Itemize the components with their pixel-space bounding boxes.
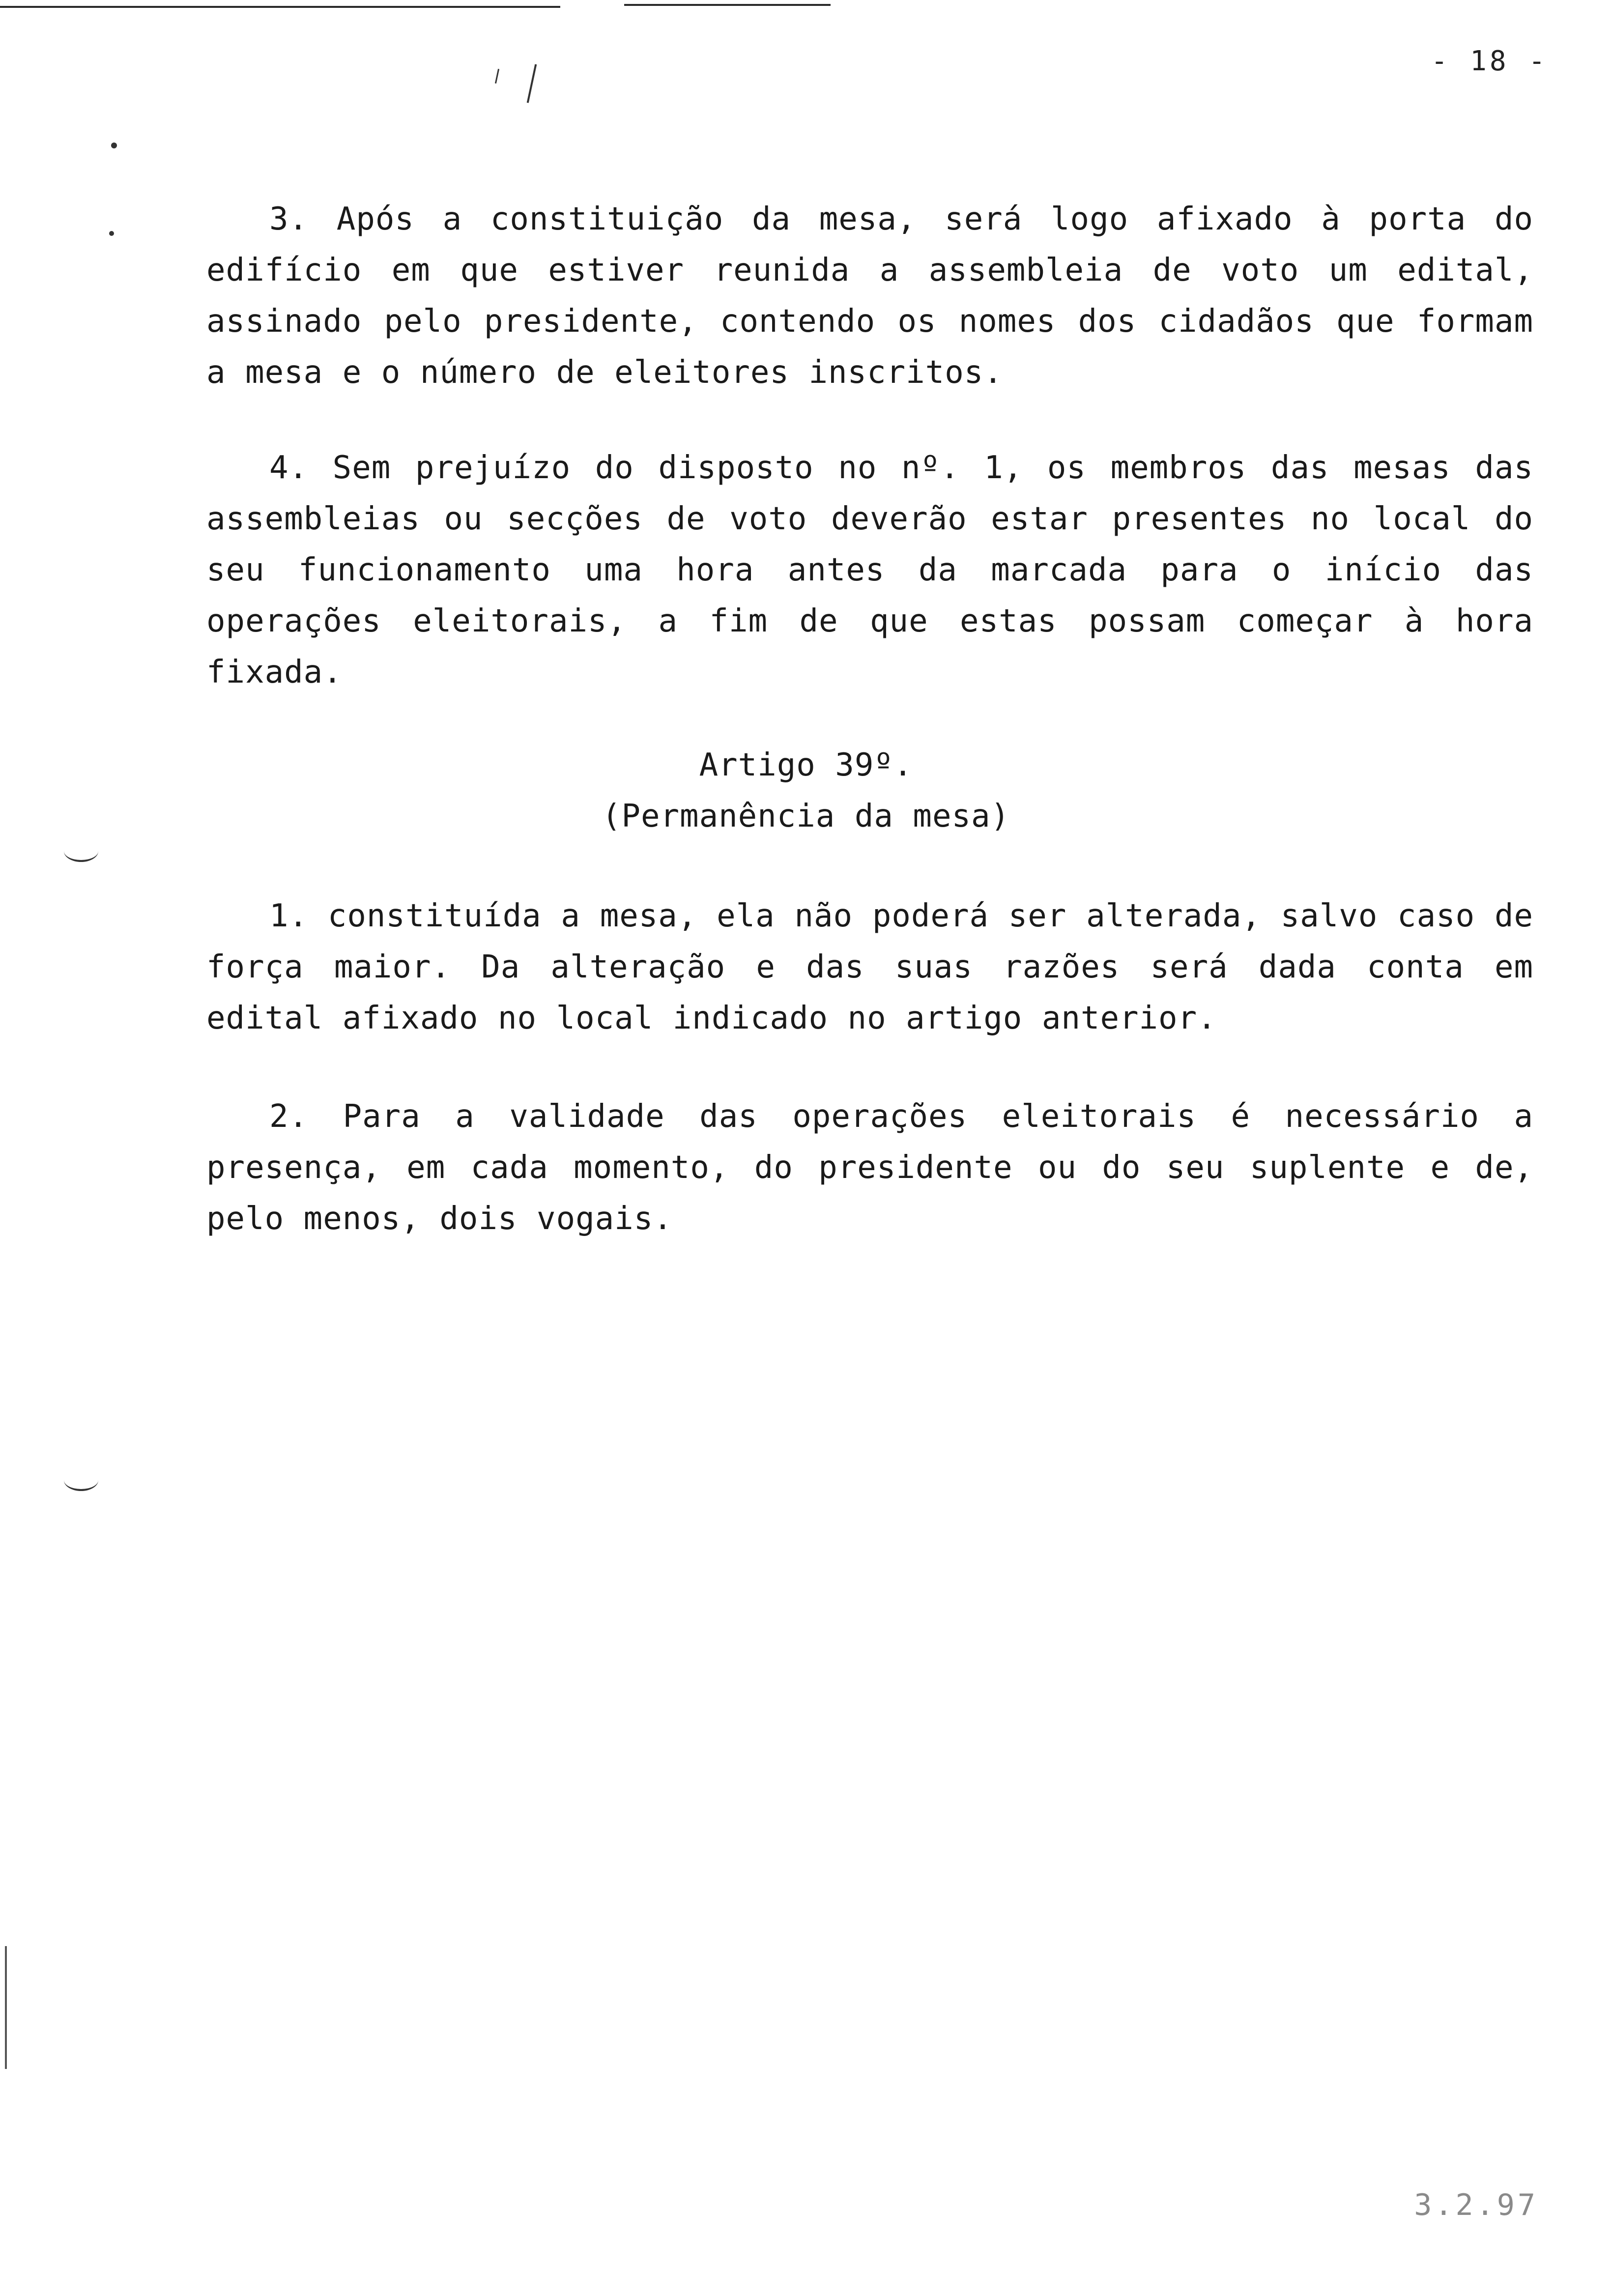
scan-speck bbox=[109, 231, 114, 236]
scan-speck bbox=[527, 64, 537, 103]
paragraph-text: 2. Para a validade das operações eleitorais é necessário a presença, em cada momento, do presidente ou do seu suplente e de, pelo menos, dois vogais. bbox=[206, 1098, 1533, 1237]
paragraph-4 bbox=[206, 442, 1533, 698]
article-number: Artigo 39º. bbox=[699, 747, 913, 783]
paragraph-text: 1. constituída a mesa, ela não poderá ser alterada, salvo caso de força maior. Da alteração e das suas razões será dada conta em edital afixado no local indicado no artigo anterior. bbox=[206, 898, 1533, 1036]
scan-edge-mark bbox=[5, 1946, 7, 2069]
article-title: (Permanência da mesa) bbox=[602, 798, 1010, 834]
punch-hole-mark bbox=[64, 1469, 98, 1491]
scan-speck bbox=[495, 69, 499, 84]
paragraph-text: 4. Sem prejuízo do disposto no nº. 1, os membros das mesas das assembleias ou secções de voto deverão estar presentes no local do seu funcionamento uma hora antes da marcada para o início das operações eleitorais, a fim de que estas possam começar à hora fixada. bbox=[206, 450, 1533, 690]
top-border-line-segment bbox=[624, 4, 831, 6]
article-paragraph-2 bbox=[206, 1091, 1533, 1244]
archive-stamp: 3.2.97 bbox=[1414, 2188, 1538, 2222]
article-paragraph-1 bbox=[206, 890, 1533, 1044]
paragraph-3 bbox=[206, 194, 1533, 398]
top-border-line bbox=[0, 6, 560, 8]
paragraph-text: 3. Após a constituição da mesa, será logo afixado à porta do edifício em que estiver reunida a assembleia de voto um edital, assinado pelo presidente, contendo os nomes dos cidadãos que formam a mesa e o número de eleitores inscritos. bbox=[206, 201, 1533, 391]
scan-speck bbox=[111, 143, 117, 148]
punch-hole-mark bbox=[64, 840, 98, 862]
page-number: - 18 - bbox=[1431, 45, 1548, 77]
article-heading bbox=[0, 740, 1612, 842]
